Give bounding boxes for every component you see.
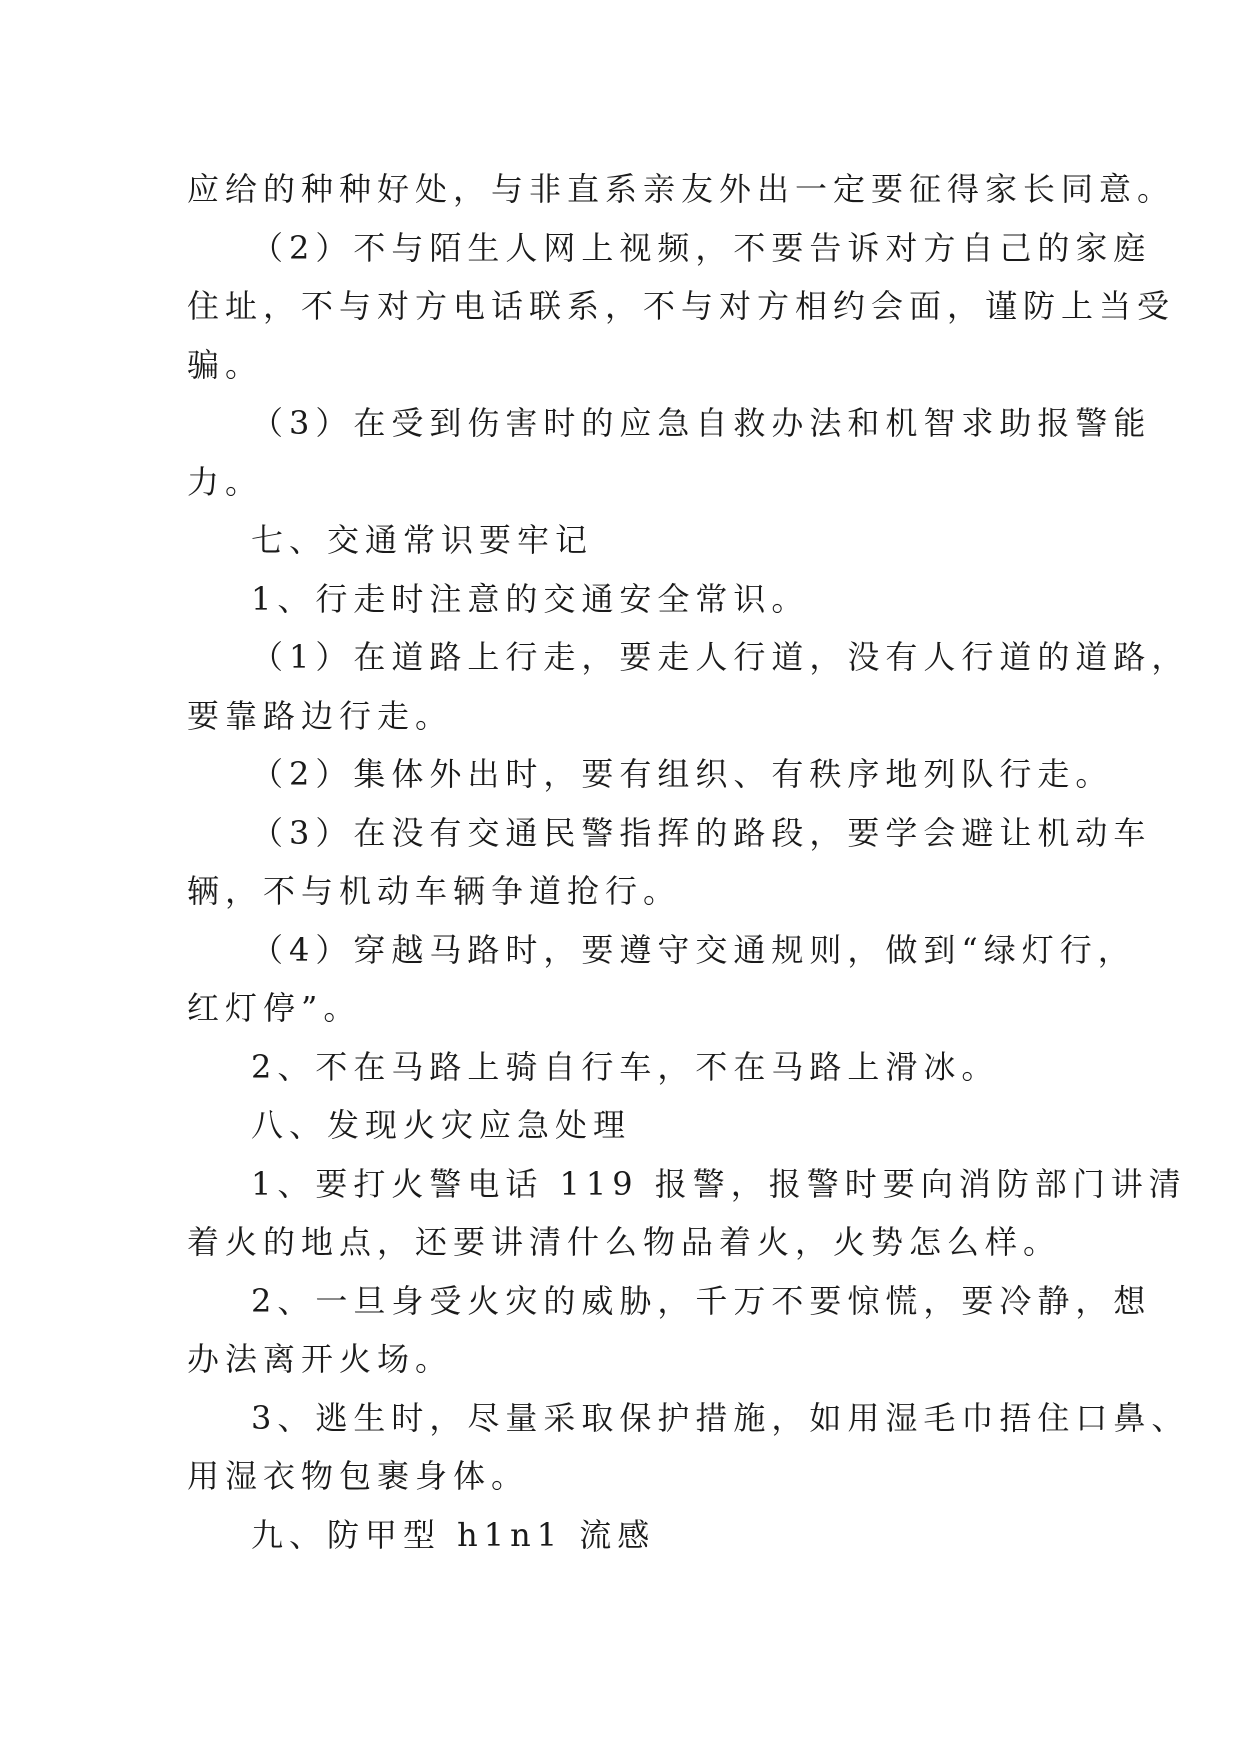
text-line: （3）在没有交通民警指挥的路段，要学会避让机动车 — [251, 813, 1152, 852]
text-line: （2）集体外出时，要有组织、有秩序地列队行走。 — [251, 755, 1114, 793]
text-line: 骗。 — [187, 345, 264, 384]
section-heading: 九、防甲型 h1n1 流感 — [251, 1515, 656, 1554]
text-line: （1）在道路上行走，要走人行道，没有人行道的道路， — [251, 638, 1190, 676]
text-line: 应给的种种好处，与非直系亲友外出一定要征得家长同意。 — [187, 170, 1176, 208]
text-line: 着火的地点，还要讲清什么物品着火，火势怎么样。 — [187, 1223, 1062, 1261]
text-line: 辆，不与机动车辆争道抢行。 — [187, 872, 682, 910]
text-line: 办法离开火场。 — [187, 1340, 454, 1378]
text-line: （4）穿越马路时，要遵守交通规则，做到“绿灯行， — [251, 930, 1136, 969]
section-heading: 八、发现火灾应急处理 — [251, 1106, 632, 1144]
document-body — [187, 160, 1190, 1564]
text-line: 住址，不与对方电话联系，不与对方相约会面，谨防上当受 — [187, 287, 1176, 325]
text-line: 1、要打火警电话 119 报警，报警时要向消防部门讲清 — [251, 1164, 1187, 1203]
text-line: 1、行走时注意的交通安全常识。 — [251, 579, 810, 618]
text-line: （2）不与陌生人网上视频，不要告诉对方自己的家庭 — [251, 228, 1152, 267]
text-line: 力。 — [187, 462, 264, 501]
text-line: （3）在受到伤害时的应急自救办法和机智求助报警能 — [251, 404, 1152, 442]
text-line: 2、一旦身受火灾的威胁，千万不要惊慌，要冷静，想 — [251, 1281, 1152, 1320]
text-line: 用湿衣物包裹身体。 — [187, 1457, 530, 1495]
text-line: 3、逃生时，尽量采取保护措施，如用湿毛巾捂住口鼻、 — [251, 1398, 1190, 1437]
section-heading: 七、交通常识要牢记 — [251, 521, 594, 559]
text-line: 2、不在马路上骑自行车，不在马路上滑冰。 — [251, 1047, 1000, 1086]
text-line: 要靠路边行走。 — [187, 696, 454, 735]
text-line: 红灯停”。 — [187, 989, 362, 1027]
